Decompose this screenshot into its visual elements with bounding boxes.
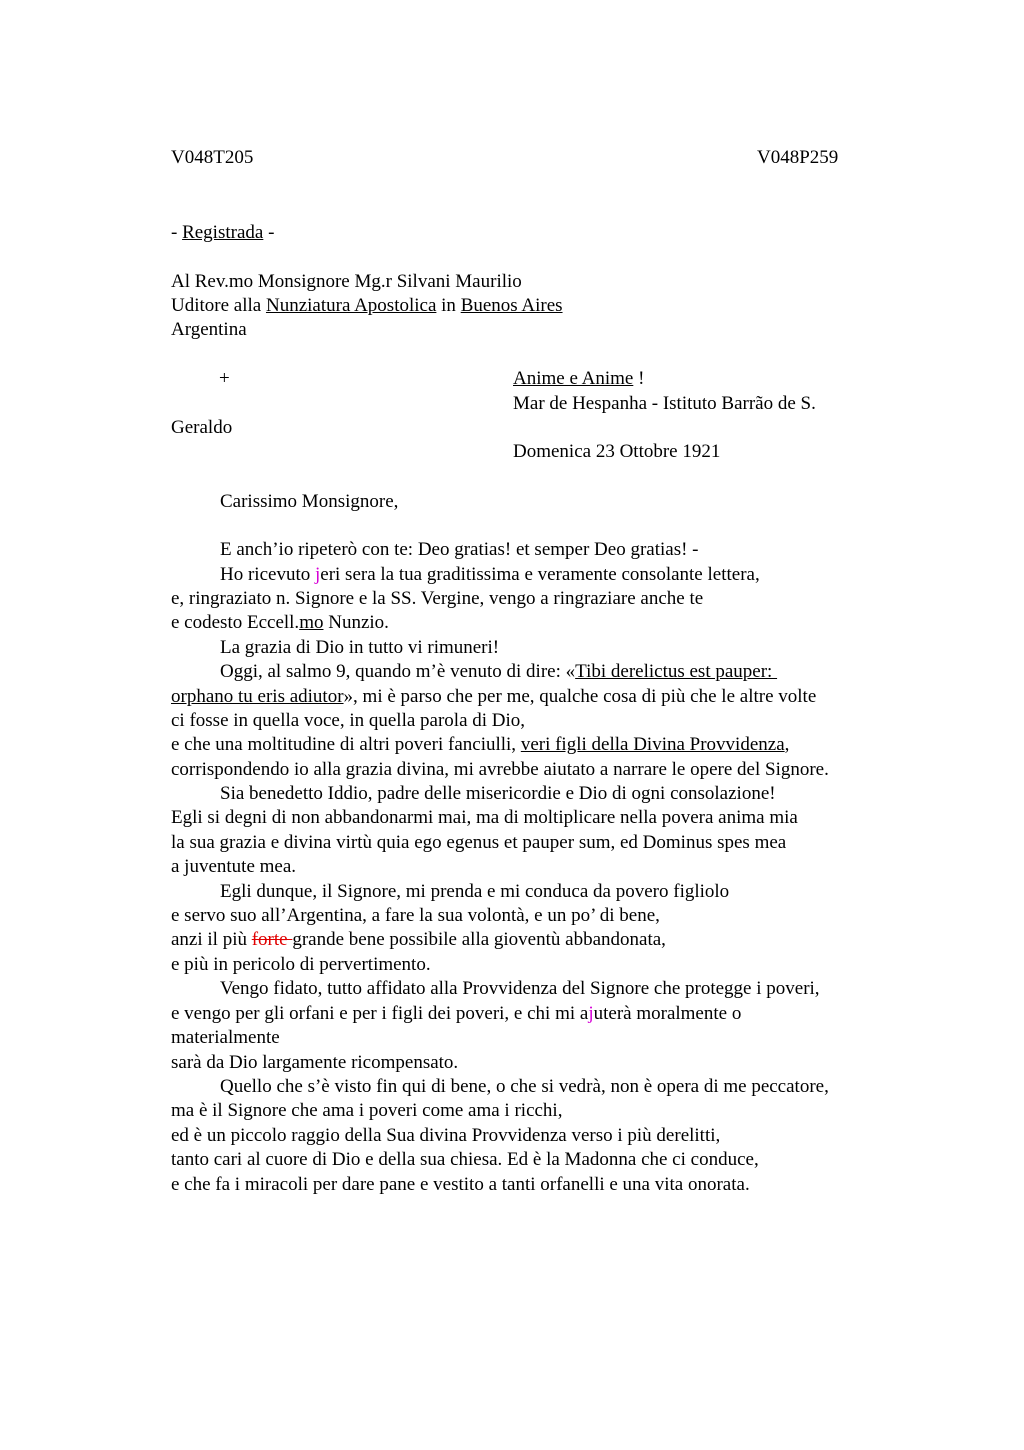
body-line: ci fosse in quella voce, in quella parola di Dio, [171,710,526,731]
body-line: tanto cari al cuore di Dio e della sua chiesa. Ed è la Madonna che ci conduce, [171,1149,759,1170]
body-line: corrispondendo io alla grazia divina, mi avrebbe aiutato a narrare le opere del Signore. [171,759,829,780]
body-line: e servo suo all’Argentina, a fare la sua volontà, e un po’ di bene, [171,905,660,926]
body-line: Sia benedetto Iddio, padre delle misericordie e Dio di ogni consolazione! [220,783,776,804]
body-line: ed è un piccolo raggio della Sua divina Provvidenza verso i più derelitti, [171,1125,721,1146]
body-line: a juventute mea. [171,856,297,877]
body-line: sarà da Dio largamente ricompensato. [171,1052,459,1073]
address-line-3: Argentina [171,319,247,340]
body-line: ma è il Signore che ama i poveri come ama i ricchi, [171,1100,563,1121]
body-line: materialmente [171,1027,280,1048]
body-line: orphano tu eris adiutor», mi è parso che per me, qualche cosa di più che le altre volte [171,686,817,707]
place-line: Mar de Hespanha - Istituto Barrão de S. [513,393,816,414]
body-line: e vengo per gli orfani e per i figli dei poveri, e chi mi ajuterà moralmente o [171,1003,742,1024]
psalm-quote: orphano tu eris adiutor [171,686,344,707]
body-line: Oggi, al salmo 9, quando m’è venuto di dire: «Tibi derelictus est pauper: [220,661,778,682]
cross-symbol: + [219,368,230,389]
body-line: La grazia di Dio in tutto vi rimuneri! [220,637,500,658]
body-line: Ho ricevuto jeri sera la tua graditissima e veramente consolante lettera, [220,564,760,585]
body-line: e più in pericolo di pervertimento. [171,954,431,975]
registration-label: Registrada [182,222,264,243]
address-line-2: Uditore alla Nunziatura Apostolica in Buenos Aires [171,295,563,316]
body-line: Quello che s’è visto fin qui di bene, o che si vedrà, non è opera di me peccatore, [220,1076,829,1097]
body-line: E anch’io ripeterò con te: Deo gratias! et semper Deo gratias! - [220,539,699,560]
left-archive-code: V048T205 [171,147,254,168]
body-line: Vengo fidato, tutto affidato alla Provvidenza del Signore che protegge i poveri, [220,978,820,999]
body-line: e codesto Eccell.mo Nunzio. [171,612,389,633]
body-line: e che una moltitudine di altri poveri fanciulli, veri figli della Divina Provvidenza, [171,734,790,755]
inserted-letter: j [314,564,321,585]
body-line: e che fa i miracoli per dare pane e vestito a tanti orfanelli e una vita onorata. [171,1174,750,1195]
motto: Anime e Anime ! [513,368,645,389]
salutation: Carissimo Monsignore, [220,491,399,512]
psalm-quote: Tibi derelictus est pauper: [575,661,778,682]
body-line: e, ringraziato n. Signore e la SS. Vergine, vengo a ringraziare anche te [171,588,704,609]
right-archive-code: V048P259 [757,147,839,168]
body-line: Egli dunque, il Signore, mi prenda e mi conduca da povero figliolo [220,881,730,902]
place-line-continued: Geraldo [171,417,233,438]
body-line: Egli si degni di non abbandonarmi mai, ma di moltiplicare nella povera anima mia [171,807,798,828]
body-line: anzi il più forte grande bene possibile alla gioventù abbandonata, [171,929,666,950]
inserted-letter: j [588,1003,594,1024]
body-line: la sua grazia e divina virtù quia ego egenus et pauper sum, ed Dominus spes mea [171,832,787,853]
deleted-word: forte [251,929,293,950]
registration-line: - Registrada - [171,222,275,243]
letter-date: Domenica 23 Ottobre 1921 [513,441,721,462]
address-line-1: Al Rev.mo Monsignore Mg.r Silvani Maurilio [171,271,522,292]
